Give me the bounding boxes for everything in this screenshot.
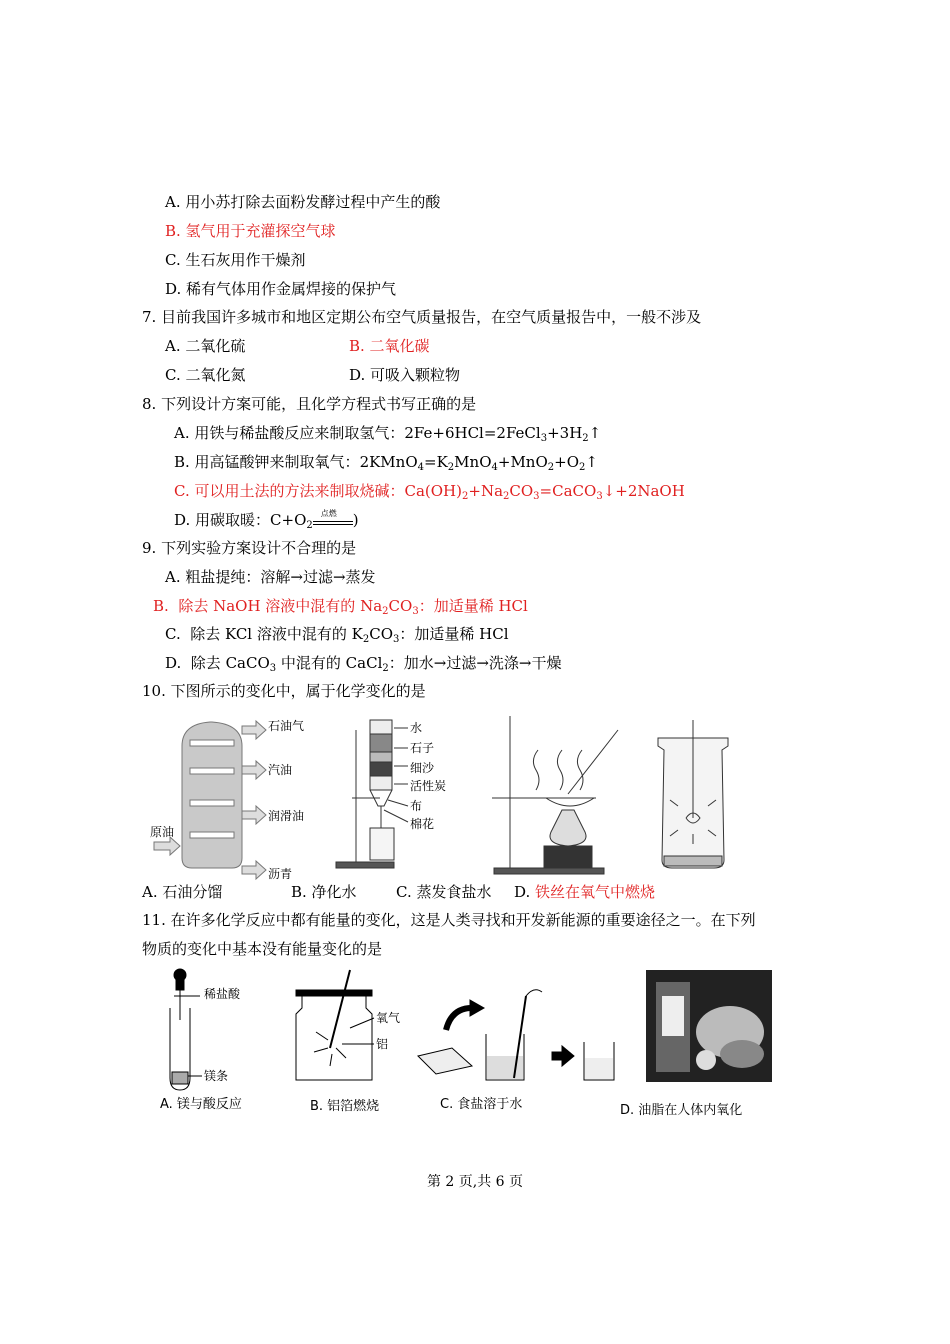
label-oil-gas: 石油气 — [268, 719, 305, 733]
q6-option-a: A. 用小苏打除去面粉发酵过程中产生的酸 — [165, 193, 441, 211]
q8-option-b-equation: $2KMnO_4=K_2MnO_4+MnO_2+O_2↑$ — [359, 453, 598, 473]
q8-option-d-text: D. 用碳取暖： — [174, 511, 271, 529]
q8-option-a-equation: $2Fe+6HCl=2FeCl_3+3H_2↑$ — [404, 424, 602, 444]
label-sand: 细沙 — [410, 761, 435, 775]
q11-figure — [150, 968, 790, 1128]
salt-dissolve-image — [418, 990, 614, 1080]
q6-option-c: C. 生石灰用作干燥剂 — [165, 251, 306, 269]
q7-option-d: D. 可吸入颗粒物 — [349, 366, 461, 384]
q9-option-a: A. 粗盐提纯：溶解→过滤→蒸发 — [165, 568, 376, 586]
gas-jar-image — [296, 970, 374, 1080]
q8-option-b — [174, 452, 598, 478]
q11-caption-d: D. 油脂在人体内氧化 — [620, 1103, 743, 1118]
label-water: 水 — [410, 721, 423, 735]
q8-option-c-text: C. 可以用土法的方法来制取烧碱： — [174, 482, 405, 500]
q8-option-d — [174, 510, 359, 536]
q11-caption-c: C. 食盐溶于水 — [440, 1097, 523, 1112]
q9-option-c: C. 除去 KCl 溶液中混有的 $K_2CO_3$：加适量稀 HCl — [165, 625, 509, 645]
q8-option-c-equation: $Ca(OH)_2+Na_2CO_3=CaCO_3↓+2NaOH$ — [404, 482, 685, 502]
q8-option-c — [174, 481, 685, 507]
label-aluminium: 铝 — [376, 1037, 389, 1051]
q10-figure — [148, 710, 738, 884]
q7-option-c: C. 二氧化氮 — [165, 366, 246, 384]
fat-oxidation-photo — [646, 970, 772, 1082]
water-purifier-image — [336, 720, 408, 868]
label-crude: 原油 — [150, 825, 175, 839]
label-lube: 润滑油 — [268, 809, 305, 823]
q8-reaction-condition — [313, 509, 353, 528]
page-footer: 第 2 页,共 6 页 — [426, 1174, 524, 1190]
q10-option-b: B. 净化水 — [291, 883, 357, 901]
label-carbon: 活性炭 — [410, 779, 447, 793]
q10-option-a: A. 石油分馏 — [142, 883, 223, 901]
q9-stem: 9. 下列实验方案设计不合理的是 — [142, 539, 357, 557]
q10-option-d — [514, 882, 655, 902]
q10-stem: 10. 下图所示的变化中，属于化学变化的是 — [142, 682, 426, 700]
label-cotton: 棉花 — [410, 817, 435, 831]
label-mg-strip: 镁条 — [204, 1069, 229, 1083]
q8-stem: 8. 下列设计方案可能，且化学方程式书写正确的是 — [142, 395, 477, 413]
q10-option-c: C. 蒸发食盐水 — [396, 883, 492, 901]
q8-condition-label: 点燃 — [320, 509, 337, 518]
iron-burning-image — [658, 720, 728, 868]
label-stone: 石子 — [410, 741, 435, 755]
fractionating-tower-image — [154, 721, 266, 879]
q8-option-b-text: B. 用高锰酸钾来制取氧气： — [174, 453, 360, 471]
q11-caption-b: B. 铝箔燃烧 — [310, 1099, 380, 1114]
test-tube-image — [170, 969, 202, 1090]
q8-option-a — [174, 423, 601, 449]
q11-stem-line2: 物质的变化中基本没有能量变化的是 — [142, 940, 383, 958]
q10-option-d-text: 铁丝在氧气中燃烧 — [535, 883, 656, 901]
q7-stem: 7. 目前我国许多城市和地区定期公布空气质量报告，在空气质量报告中，一般不涉及 — [142, 308, 702, 326]
q6-option-d: D. 稀有气体用作金属焊接的保护气 — [165, 280, 397, 298]
evaporation-image — [492, 716, 618, 874]
label-gasoline: 汽油 — [268, 763, 293, 777]
q7-option-b: B. 二氧化碳 — [349, 337, 430, 355]
q9-option-b: B. 除去 NaOH 溶液中混有的 $Na_2CO_3$：加适量稀 HCl — [153, 597, 528, 617]
q9-option-d: D. 除去 CaCO$_3$ 中混有的 CaCl$_2$：加水→过滤→洗涤→干燥 — [165, 654, 562, 674]
q11-caption-a: A. 镁与酸反应 — [160, 1097, 242, 1112]
label-dilute-hcl: 稀盐酸 — [204, 987, 241, 1001]
q6-option-b: B. 氢气用于充灌探空气球 — [165, 222, 336, 240]
q8-option-a-text: A. 用铁与稀盐酸反应来制取氢气： — [174, 424, 405, 442]
q8-option-d-equation: $C+O_2$ 点燃 ) — [270, 509, 359, 531]
label-oxygen: 氧气 — [376, 1011, 401, 1025]
q7-option-a: A. 二氧化硫 — [165, 337, 246, 355]
q11-stem-line1: 11. 在许多化学反应中都有能量的变化，这是人类寻找和开发新能源的重要途径之一。在下列 — [142, 911, 756, 929]
label-cloth: 布 — [410, 799, 423, 813]
q10-option-d-prefix: D. — [514, 883, 531, 901]
label-asphalt: 沥青 — [268, 867, 293, 881]
